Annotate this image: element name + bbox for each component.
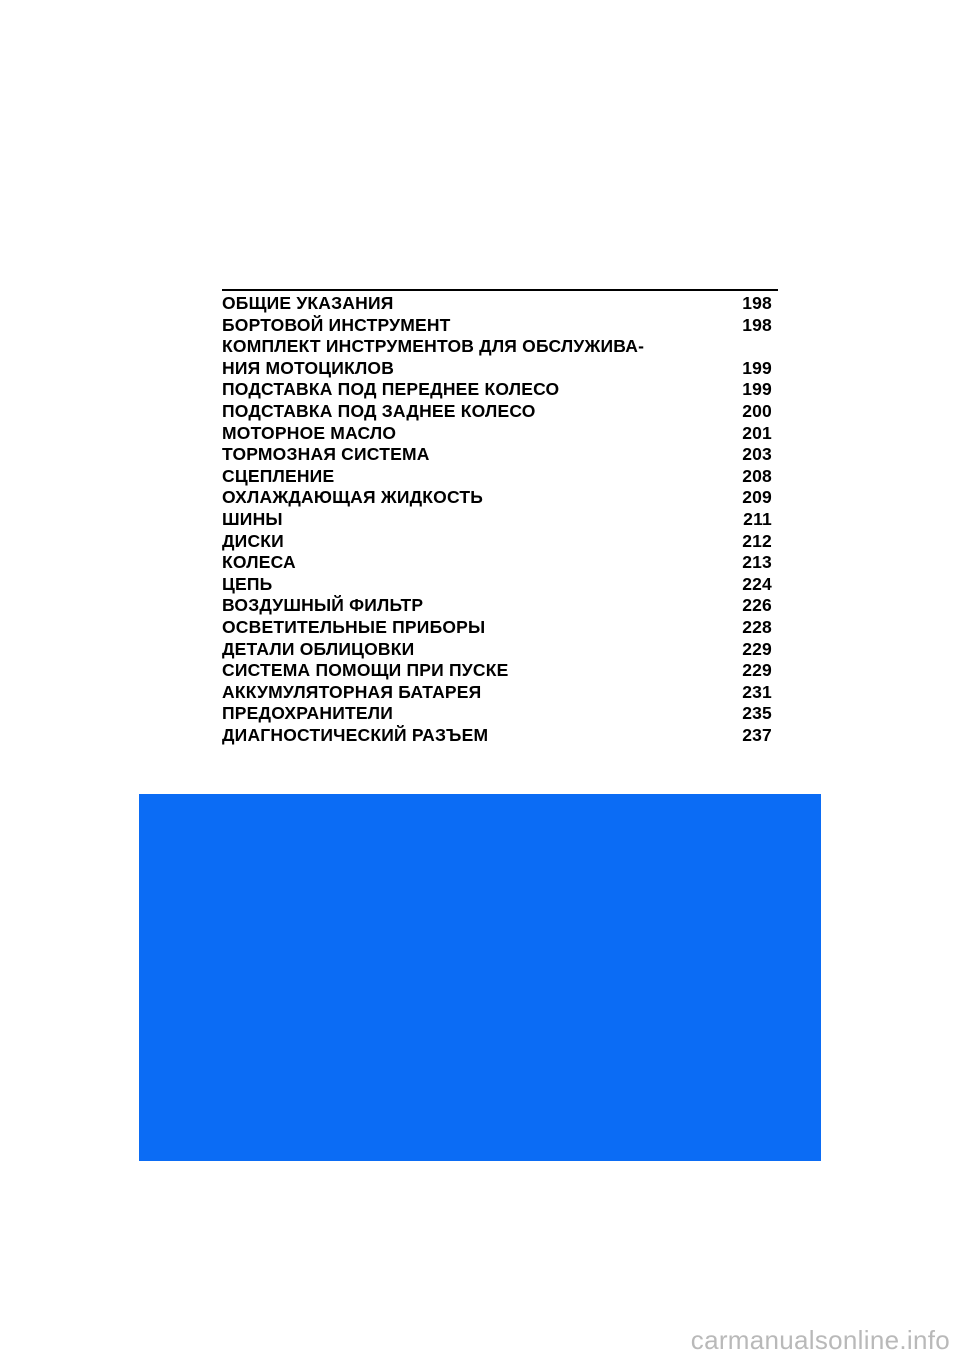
- toc-entry-title: ОХЛАЖДАЮЩАЯ ЖИДКОСТЬ: [222, 487, 484, 508]
- toc-entry[interactable]: [222, 466, 778, 488]
- toc-entry-title: ЦЕПЬ: [222, 573, 273, 594]
- toc-entry[interactable]: [222, 531, 778, 553]
- toc-entry-title: КОЛЕСА: [222, 552, 296, 573]
- toc-entry-page: 213: [742, 552, 772, 573]
- toc-entry-title: ДИСКИ: [222, 530, 284, 551]
- toc-entry[interactable]: [222, 660, 778, 682]
- toc-entry-title: ПРЕДОХРАНИТЕЛИ: [222, 703, 394, 724]
- toc-entry-page: 229: [742, 660, 772, 681]
- toc-entry[interactable]: [222, 617, 778, 639]
- toc-entry-title: БОРТОВОЙ ИНСТРУМЕНТ: [222, 314, 451, 335]
- toc-entry-title: НИЯ МОТОЦИКЛОВ: [222, 357, 395, 378]
- toc-entry-page: 235: [742, 703, 772, 724]
- toc-entry-title: ДЕТАЛИ ОБЛИЦОВКИ: [222, 638, 415, 659]
- toc-entry-page: 228: [742, 616, 772, 637]
- toc-entry-title: СИСТЕМА ПОМОЩИ ПРИ ПУСКЕ: [222, 660, 509, 681]
- toc-entry-title: ВОЗДУШНЫЙ ФИЛЬТР: [222, 595, 424, 616]
- toc-entry[interactable]: [222, 487, 778, 509]
- toc-entry-title: ОБЩИЕ УКАЗАНИЯ: [222, 293, 394, 313]
- toc-entry[interactable]: [222, 379, 778, 401]
- toc-entry[interactable]: [222, 639, 778, 661]
- toc-entry-title: КОМПЛЕКТ ИНСТРУМЕНТОВ ДЛЯ ОБСЛУЖИВА-: [222, 336, 645, 357]
- toc-entry[interactable]: [222, 293, 778, 315]
- toc-entry-page: 237: [742, 724, 772, 745]
- toc-entry-title: ТОРМОЗНАЯ СИСТЕМА: [222, 444, 430, 465]
- toc-entry-page: 201: [742, 422, 772, 443]
- toc-entry-title: ПОДСТАВКА ПОД ЗАДНЕЕ КОЛЕСО: [222, 400, 536, 421]
- table-of-contents: [222, 289, 778, 746]
- toc-entry[interactable]: [222, 682, 778, 704]
- toc-entry[interactable]: [222, 336, 778, 358]
- toc-entry[interactable]: [222, 423, 778, 445]
- toc-entry-page: 209: [742, 487, 772, 508]
- toc-entry-page: 199: [742, 357, 772, 378]
- toc-entry-page: 211: [743, 508, 772, 529]
- toc-entry-page: 226: [742, 595, 772, 616]
- toc-entry[interactable]: [222, 703, 778, 725]
- toc-entry-title: ОСВЕТИТЕЛЬНЫЕ ПРИБОРЫ: [222, 616, 486, 637]
- toc-entry-page: 231: [742, 681, 772, 702]
- toc-entry-page: 212: [742, 530, 772, 551]
- toc-entry[interactable]: [222, 358, 778, 380]
- toc-entry-title: ПОДСТАВКА ПОД ПЕРЕДНЕЕ КОЛЕСО: [222, 379, 560, 400]
- toc-entry-page: 224: [742, 573, 772, 594]
- toc-entry[interactable]: [222, 315, 778, 337]
- toc-entry-title: МОТОРНОЕ МАСЛО: [222, 422, 397, 443]
- toc-entry-page: 198: [742, 314, 772, 335]
- toc-entry[interactable]: [222, 552, 778, 574]
- toc-entry-page: 198: [742, 293, 772, 313]
- blue-chapter-panel: [139, 794, 821, 1161]
- toc-entry[interactable]: [222, 574, 778, 596]
- toc-entry-page: 208: [742, 465, 772, 486]
- toc-entry[interactable]: [222, 509, 778, 531]
- toc-entry[interactable]: [222, 725, 778, 747]
- watermark: carmanualsonline.info: [690, 1325, 950, 1355]
- toc-entry-page: 203: [742, 444, 772, 465]
- toc-entry[interactable]: [222, 444, 778, 466]
- toc-entry-title: СЦЕПЛЕНИЕ: [222, 465, 335, 486]
- toc-entry[interactable]: [222, 401, 778, 423]
- toc-entry-title: ШИНЫ: [222, 508, 283, 529]
- toc-entry-title: АККУМУЛЯТОРНАЯ БАТАРЕЯ: [222, 681, 482, 702]
- toc-entry-page: 229: [742, 638, 772, 659]
- toc-entry-page: 199: [742, 379, 772, 400]
- toc-entry-page: 200: [742, 400, 772, 421]
- toc-entry-title: ДИАГНОСТИЧЕСКИЙ РАЗЪЕМ: [222, 724, 489, 745]
- toc-entry[interactable]: [222, 595, 778, 617]
